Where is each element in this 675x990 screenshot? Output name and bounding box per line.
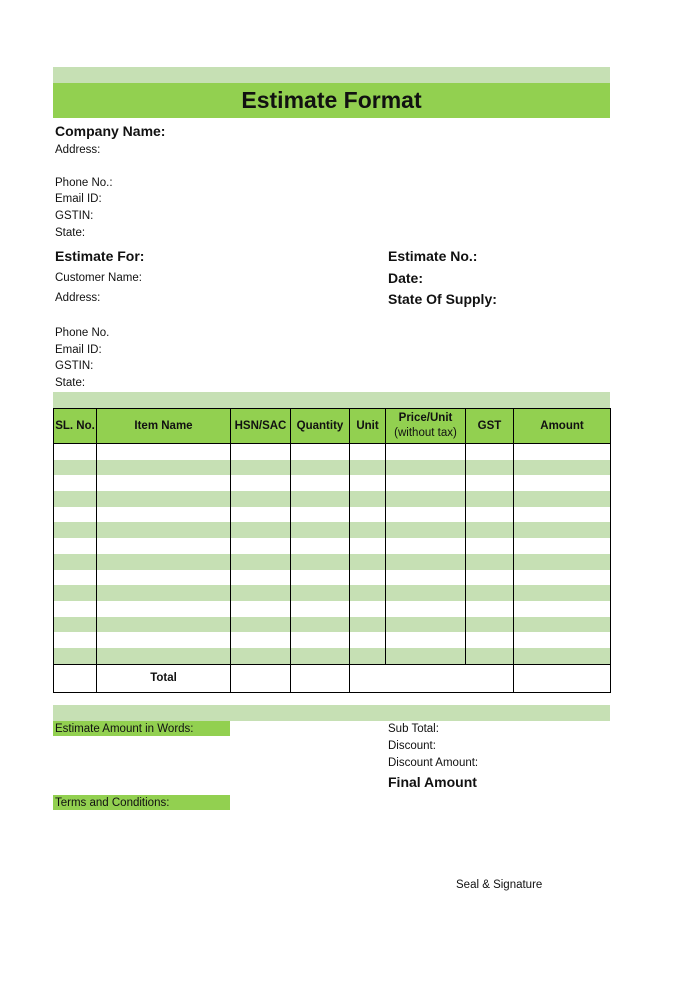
table-cell[interactable] — [54, 570, 97, 586]
table-cell[interactable] — [466, 538, 514, 554]
table-cell[interactable] — [466, 475, 514, 491]
table-cell[interactable] — [466, 585, 514, 601]
table-cell[interactable] — [97, 538, 231, 554]
table-cell[interactable] — [514, 648, 611, 664]
total-label: Total — [97, 664, 231, 692]
table-cell[interactable] — [386, 538, 466, 554]
table-cell[interactable] — [231, 475, 291, 491]
total-cell-hsn[interactable] — [231, 664, 291, 692]
table-cell[interactable] — [350, 507, 386, 523]
table-row — [54, 585, 611, 601]
table-cell[interactable] — [466, 460, 514, 476]
table-cell[interactable] — [54, 617, 97, 633]
table-cell[interactable] — [231, 444, 291, 460]
table-cell[interactable] — [514, 601, 611, 617]
table-cell[interactable] — [386, 460, 466, 476]
estimate-date-label: Date: — [388, 270, 424, 286]
table-cell[interactable] — [514, 585, 611, 601]
table-top-band — [53, 392, 610, 408]
table-cell[interactable] — [291, 554, 350, 570]
company-state-label: State: — [55, 227, 86, 239]
table-cell[interactable] — [54, 632, 97, 648]
table-cell[interactable] — [54, 538, 97, 554]
table-cell[interactable] — [54, 648, 97, 664]
table-cell[interactable] — [350, 444, 386, 460]
table-cell[interactable] — [231, 570, 291, 586]
table-bottom-band — [53, 705, 610, 721]
table-cell[interactable] — [97, 585, 231, 601]
table-cell[interactable] — [466, 601, 514, 617]
price-unit-label: Price/Unit — [398, 412, 453, 424]
table-cell[interactable] — [386, 570, 466, 586]
table-row — [54, 538, 611, 554]
top-band — [53, 67, 610, 83]
table-cell[interactable] — [466, 570, 514, 586]
total-cell-quantity[interactable] — [291, 664, 350, 692]
table-cell[interactable] — [231, 617, 291, 633]
table-cell[interactable] — [54, 585, 97, 601]
total-row — [54, 664, 611, 692]
table-cell[interactable] — [97, 554, 231, 570]
customer-name-label: Customer Name: — [55, 272, 142, 284]
table-cell[interactable] — [350, 648, 386, 664]
table-row — [54, 522, 611, 538]
table-cell[interactable] — [231, 507, 291, 523]
company-address-label: Address: — [55, 144, 101, 156]
table-cell[interactable] — [97, 648, 231, 664]
discount-amount-label: Discount Amount: — [388, 757, 479, 769]
table-cell[interactable] — [54, 554, 97, 570]
table-cell[interactable] — [386, 491, 466, 507]
table-cell[interactable] — [350, 601, 386, 617]
table-row — [54, 554, 611, 570]
table-cell[interactable] — [386, 617, 466, 633]
table-cell[interactable] — [231, 522, 291, 538]
table-cell[interactable] — [350, 585, 386, 601]
table-cell[interactable] — [97, 601, 231, 617]
table-cell[interactable] — [231, 460, 291, 476]
table-cell[interactable] — [291, 460, 350, 476]
col-header-price-unit — [386, 409, 466, 444]
total-cell-merged[interactable] — [350, 664, 514, 692]
table-cell[interactable] — [350, 538, 386, 554]
table-cell[interactable] — [466, 617, 514, 633]
table-cell[interactable] — [97, 491, 231, 507]
table-row — [54, 601, 611, 617]
table-cell[interactable] — [386, 554, 466, 570]
col-header-item-name: Item Name — [97, 409, 231, 444]
company-gstin-label: GSTIN: — [55, 210, 94, 222]
seal-signature-label: Seal & Signature — [456, 879, 543, 891]
table-cell[interactable] — [54, 475, 97, 491]
sub-total-label: Sub Total: — [388, 723, 439, 735]
table-cell[interactable] — [97, 632, 231, 648]
customer-address-label: Address: — [55, 292, 101, 304]
table-row — [54, 632, 611, 648]
table-cell[interactable] — [291, 585, 350, 601]
table-cell[interactable] — [514, 617, 611, 633]
total-cell-sl — [54, 664, 97, 692]
table-row — [54, 507, 611, 523]
table-cell[interactable] — [514, 444, 611, 460]
amount-in-words-label: Estimate Amount in Words: — [53, 721, 230, 736]
col-header-gst: GST — [466, 409, 514, 444]
table-cell[interactable] — [466, 554, 514, 570]
table-cell[interactable] — [291, 617, 350, 633]
table-cell[interactable] — [291, 632, 350, 648]
table-cell[interactable] — [97, 475, 231, 491]
table-cell[interactable] — [291, 570, 350, 586]
table-cell[interactable] — [291, 444, 350, 460]
page-title: Estimate Format — [241, 87, 422, 113]
table-cell[interactable] — [514, 632, 611, 648]
discount-label: Discount: — [388, 740, 436, 752]
table-cell[interactable] — [514, 570, 611, 586]
table-cell[interactable] — [386, 475, 466, 491]
table-cell[interactable] — [231, 585, 291, 601]
table-cell[interactable] — [386, 601, 466, 617]
table-cell[interactable] — [231, 538, 291, 554]
table-cell[interactable] — [291, 475, 350, 491]
table-cell[interactable] — [514, 522, 611, 538]
table-cell[interactable] — [514, 507, 611, 523]
table-cell[interactable] — [54, 444, 97, 460]
table-cell[interactable] — [231, 632, 291, 648]
table-cell[interactable] — [466, 507, 514, 523]
estimate-number-label: Estimate No.: — [388, 248, 478, 264]
table-cell[interactable] — [386, 522, 466, 538]
table-cell[interactable] — [350, 491, 386, 507]
table-cell[interactable] — [97, 460, 231, 476]
table-cell[interactable] — [97, 507, 231, 523]
state-of-supply-label: State Of Supply: — [388, 291, 497, 307]
table-cell[interactable] — [54, 601, 97, 617]
table-cell[interactable] — [386, 507, 466, 523]
company-phone-label: Phone No.: — [55, 177, 113, 189]
estimate-for-heading: Estimate For: — [55, 248, 145, 264]
table-cell[interactable] — [350, 460, 386, 476]
table-cell[interactable] — [514, 475, 611, 491]
company-email-label: Email ID: — [55, 193, 102, 205]
table-cell[interactable] — [231, 554, 291, 570]
table-row — [54, 570, 611, 586]
table-cell[interactable] — [514, 491, 611, 507]
table-cell[interactable] — [386, 585, 466, 601]
table-cell[interactable] — [386, 632, 466, 648]
table-row — [54, 491, 611, 507]
table-cell[interactable] — [350, 522, 386, 538]
customer-phone-label: Phone No. — [55, 327, 110, 339]
table-cell[interactable] — [514, 554, 611, 570]
company-name-label: Company Name: — [55, 123, 166, 139]
table-cell[interactable] — [291, 538, 350, 554]
col-header-hsn-sac: HSN/SAC — [231, 409, 291, 444]
table-cell[interactable] — [291, 491, 350, 507]
table-cell[interactable] — [386, 648, 466, 664]
table-cell[interactable] — [97, 522, 231, 538]
table-cell[interactable] — [54, 491, 97, 507]
table-cell[interactable] — [350, 570, 386, 586]
table-header-row — [54, 409, 611, 444]
table-cell[interactable] — [350, 554, 386, 570]
table-cell[interactable] — [466, 491, 514, 507]
table-cell[interactable] — [231, 491, 291, 507]
table-cell[interactable] — [97, 444, 231, 460]
total-cell-amount[interactable] — [514, 664, 611, 692]
table-cell[interactable] — [54, 507, 97, 523]
customer-email-label: Email ID: — [55, 344, 102, 356]
table-row — [54, 460, 611, 476]
table-row — [54, 444, 611, 460]
table-cell[interactable] — [466, 648, 514, 664]
table-cell[interactable] — [54, 460, 97, 476]
table-cell[interactable] — [291, 648, 350, 664]
table-cell[interactable] — [466, 444, 514, 460]
table-row — [54, 617, 611, 633]
table-cell[interactable] — [97, 570, 231, 586]
final-amount-label: Final Amount — [388, 774, 477, 790]
terms-label: Terms and Conditions: — [53, 795, 230, 810]
table-cell[interactable] — [291, 507, 350, 523]
table-cell[interactable] — [514, 460, 611, 476]
customer-state-label: State: — [55, 377, 86, 389]
table-cell[interactable] — [350, 617, 386, 633]
table-cell[interactable] — [350, 475, 386, 491]
col-header-amount: Amount — [514, 409, 611, 444]
table-row — [54, 475, 611, 491]
table-cell[interactable] — [350, 632, 386, 648]
col-header-unit: Unit — [350, 409, 386, 444]
table-cell[interactable] — [231, 601, 291, 617]
table-cell[interactable] — [291, 522, 350, 538]
table-cell[interactable] — [54, 522, 97, 538]
table-cell[interactable] — [386, 444, 466, 460]
col-header-sl-no: SL. No. — [54, 409, 97, 444]
customer-gstin-label: GSTIN: — [55, 360, 94, 372]
col-header-quantity: Quantity — [291, 409, 350, 444]
table-cell[interactable] — [97, 617, 231, 633]
title-bar — [53, 83, 610, 118]
items-table — [53, 408, 611, 693]
table-cell[interactable] — [231, 648, 291, 664]
table-cell[interactable] — [466, 522, 514, 538]
table-row — [54, 648, 611, 664]
table-cell[interactable] — [466, 632, 514, 648]
price-unit-sublabel: (without tax) — [394, 427, 457, 439]
table-cell[interactable] — [514, 538, 611, 554]
table-cell[interactable] — [291, 601, 350, 617]
